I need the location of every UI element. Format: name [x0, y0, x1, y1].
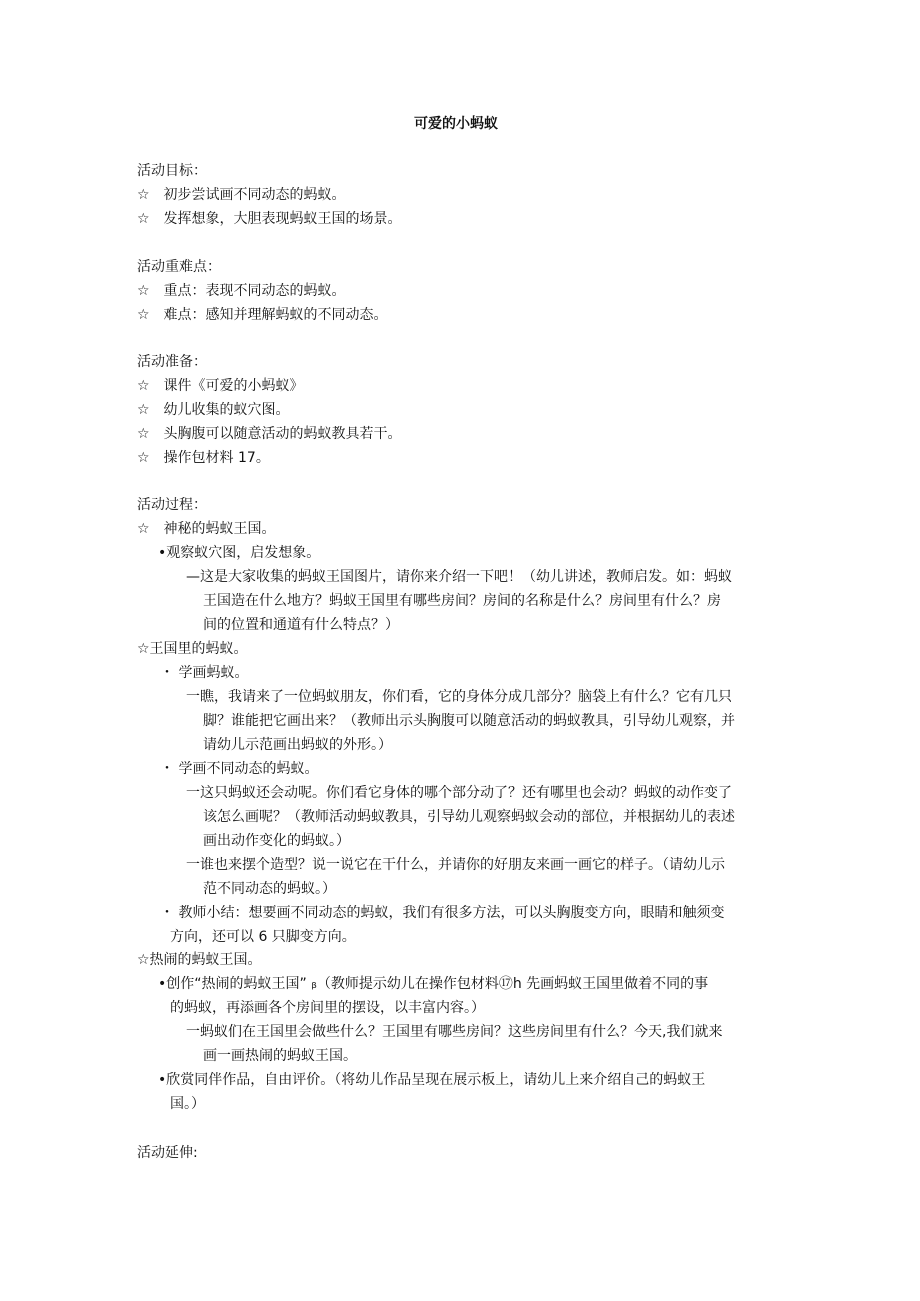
process-text: 的蚂蚁，再添画各个房间里的摆设，以丰富内容。） [170, 1000, 485, 1016]
process-text: 画出动作变化的蚂蚁。） [203, 833, 350, 849]
preparation-heading: 活动准备： [137, 354, 207, 370]
goals-heading: 活动目标： [137, 163, 207, 179]
process-text: 一瞧，我请来了一位蚂蚁朋友，你们看，它的身体分成几部分？脑袋上有什么？它有几只 [186, 689, 732, 705]
process-bullet: ・ 学画蚂蚁。 [160, 665, 249, 681]
goal-item: ☆ 发挥想象，大胆表现蚂蚁王国的场景。 [137, 211, 402, 227]
process-section: ☆热闹的蚂蚁王国。 [137, 952, 262, 968]
process-text: 该怎么画呢？（教师活动蚂蚁教具，引导幼儿观察蚂蚁会动的部位，并根据幼儿的表述 [203, 809, 735, 825]
process-text: 方向，还可以 6 只脚变方向。 [170, 929, 356, 945]
key-point-item: ☆ 重点：表现不同动态的蚂蚁。 [137, 283, 346, 299]
preparation-item: ☆ 操作包材料 17。 [137, 450, 270, 466]
process-text: 一蚂蚁们在王国里会做些什么？王国里有哪些房间？这些房间里有什么？今天,我们就来 [186, 1024, 723, 1040]
key-point-item: ☆ 难点：感知并理解蚂蚁的不同动态。 [137, 307, 388, 323]
process-section: ☆ 神秘的蚂蚁王国。 [137, 521, 276, 537]
preparation-item: ☆ 头胸腹可以随意活动的蚂蚁教具若干。 [137, 426, 402, 442]
process-text: 间的位置和通道有什么特点？） [203, 617, 399, 633]
preparation-item: ☆ 幼儿收集的蚁穴图。 [137, 402, 290, 418]
page-title: 可爱的小蚂蚁 [414, 116, 498, 132]
process-section: ☆王国里的蚂蚁。 [137, 641, 248, 657]
process-bullet: •创作“热闹的蚂蚁王国” ᵦ（教师提示幼儿在操作包材料⑰h 先画蚂蚁王国里做着不同的事 [158, 976, 709, 992]
process-heading: 活动过程： [137, 497, 207, 513]
process-bullet: ・ 学画不同动态的蚂蚁。 [160, 761, 319, 777]
process-text: 脚？谁能把它画出来？（教师出示头胸腹可以随意活动的蚂蚁教具，引导幼儿观察，并 [203, 713, 735, 729]
process-text: 请幼儿示范画出蚂蚁的外形。） [203, 737, 392, 753]
process-text: 国。） [170, 1096, 205, 1112]
process-bullet: •观察蚁穴图，启发想象。 [158, 545, 321, 561]
process-text: 画一画热闹的蚂蚁王国。 [203, 1048, 357, 1064]
goal-item: ☆ 初步尝试画不同动态的蚂蚁。 [137, 187, 346, 203]
process-text: 一这只蚂蚁还会动呢。你们看它身体的哪个部分动了？还有哪里也会动？蚂蚁的动作变了 [186, 785, 732, 801]
process-text: 范不同动态的蚂蚁。） [203, 881, 336, 897]
process-text: —这是大家收集的蚂蚁王国图片，请你来介绍一下吧！（幼儿讲述，教师启发。如：蚂蚁 [186, 569, 732, 585]
process-text: 一谁也来摆个造型？说一说它在干什么，并请你的好朋友来画一画它的样子。（请幼儿示 [186, 857, 725, 873]
extension-heading: 活动延伸: [137, 1145, 198, 1161]
process-text: 王国造在什么地方？蚂蚁王国里有哪些房间？房间的名称是什么？房间里有什么？房 [203, 593, 721, 609]
key-points-heading: 活动重难点： [137, 259, 221, 275]
preparation-item: ☆ 课件《可爱的小蚂蚁》 [137, 378, 304, 394]
process-bullet: ・ 教师小结：想要画不同动态的蚂蚁，我们有很多方法，可以头胸腹变方向，眼睛和触须变 [160, 905, 725, 921]
process-bullet: •欣赏同伴作品，自由评价。（将幼儿作品呈现在展示板上，请幼儿上来介绍自己的蚂蚁王 [158, 1072, 706, 1088]
